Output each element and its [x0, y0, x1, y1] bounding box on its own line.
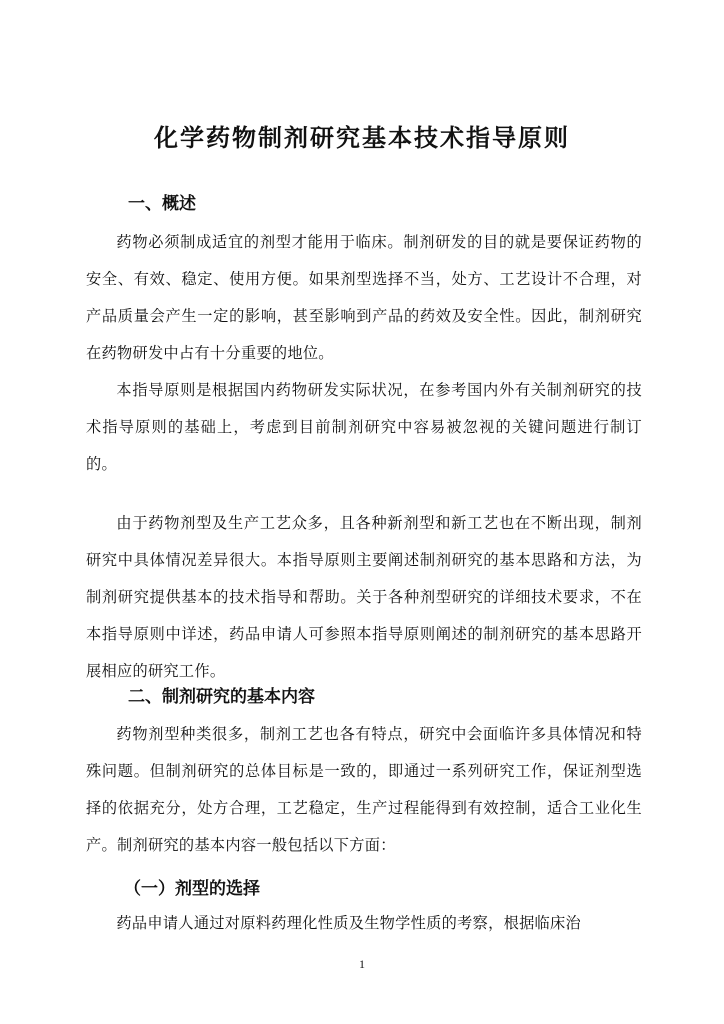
section-2-heading: 二、制剂研究的基本内容: [128, 687, 315, 707]
section-1-paragraph-1: 药物必须制成适宜的剂型才能用于临床。制剂研发的目的就是要保证药物的安全、有效、稳定、使用方便。如果剂型选择不当，处方、工艺设计不合理，对产品质量会产生一定的影响，甚至影响到产品的药效及安全性。因此，制剂研究在药物研发中占有十分重要的地位。: [86, 233, 642, 362]
section-1-heading: 一、概述: [128, 194, 196, 214]
subsection-heading: （一）剂型的选择: [124, 879, 260, 899]
subsection-paragraph-1: 药品申请人通过对原料药理化性质及生物学性质的考察，根据临床治: [116, 914, 582, 932]
section-1-paragraph-2: 本指导原则是根据国内药物研发实际状况，在参考国内外有关制剂研究的技术指导原则的基础上，考虑到目前制剂研究中容易被忽视的关键问题进行制订的。: [86, 381, 642, 473]
section-1-paragraph-3: 由于药物剂型及生产工艺众多，且各种新剂型和新工艺也在不断出现，制剂研究中具体情况差异很大。本指导原则主要阐述制剂研究的基本思路和方法，为制剂研究提供基本的技术指导和帮助。关于各种剂型研究的详细技术要求，不在本指导原则中详述，药品申请人可参照本指导原则阐述的制剂研究的基本思路开展相应的研究工作。: [86, 514, 642, 680]
page-number: 1: [359, 957, 365, 971]
section-2-paragraph-1: 药物剂型种类很多，制剂工艺也各有特点，研究中会面临许多具体情况和特殊问题。但制剂研究的总体目标是一致的，即通过一系列研究工作，保证剂型选择的依据充分，处方合理，工艺稳定，生产过程能得到有效控制，适合工业化生产。制剂研究的基本内容一般包括以下方面：: [86, 725, 642, 854]
document-title: 化学药物制剂研究基本技术指导原则: [154, 124, 570, 152]
